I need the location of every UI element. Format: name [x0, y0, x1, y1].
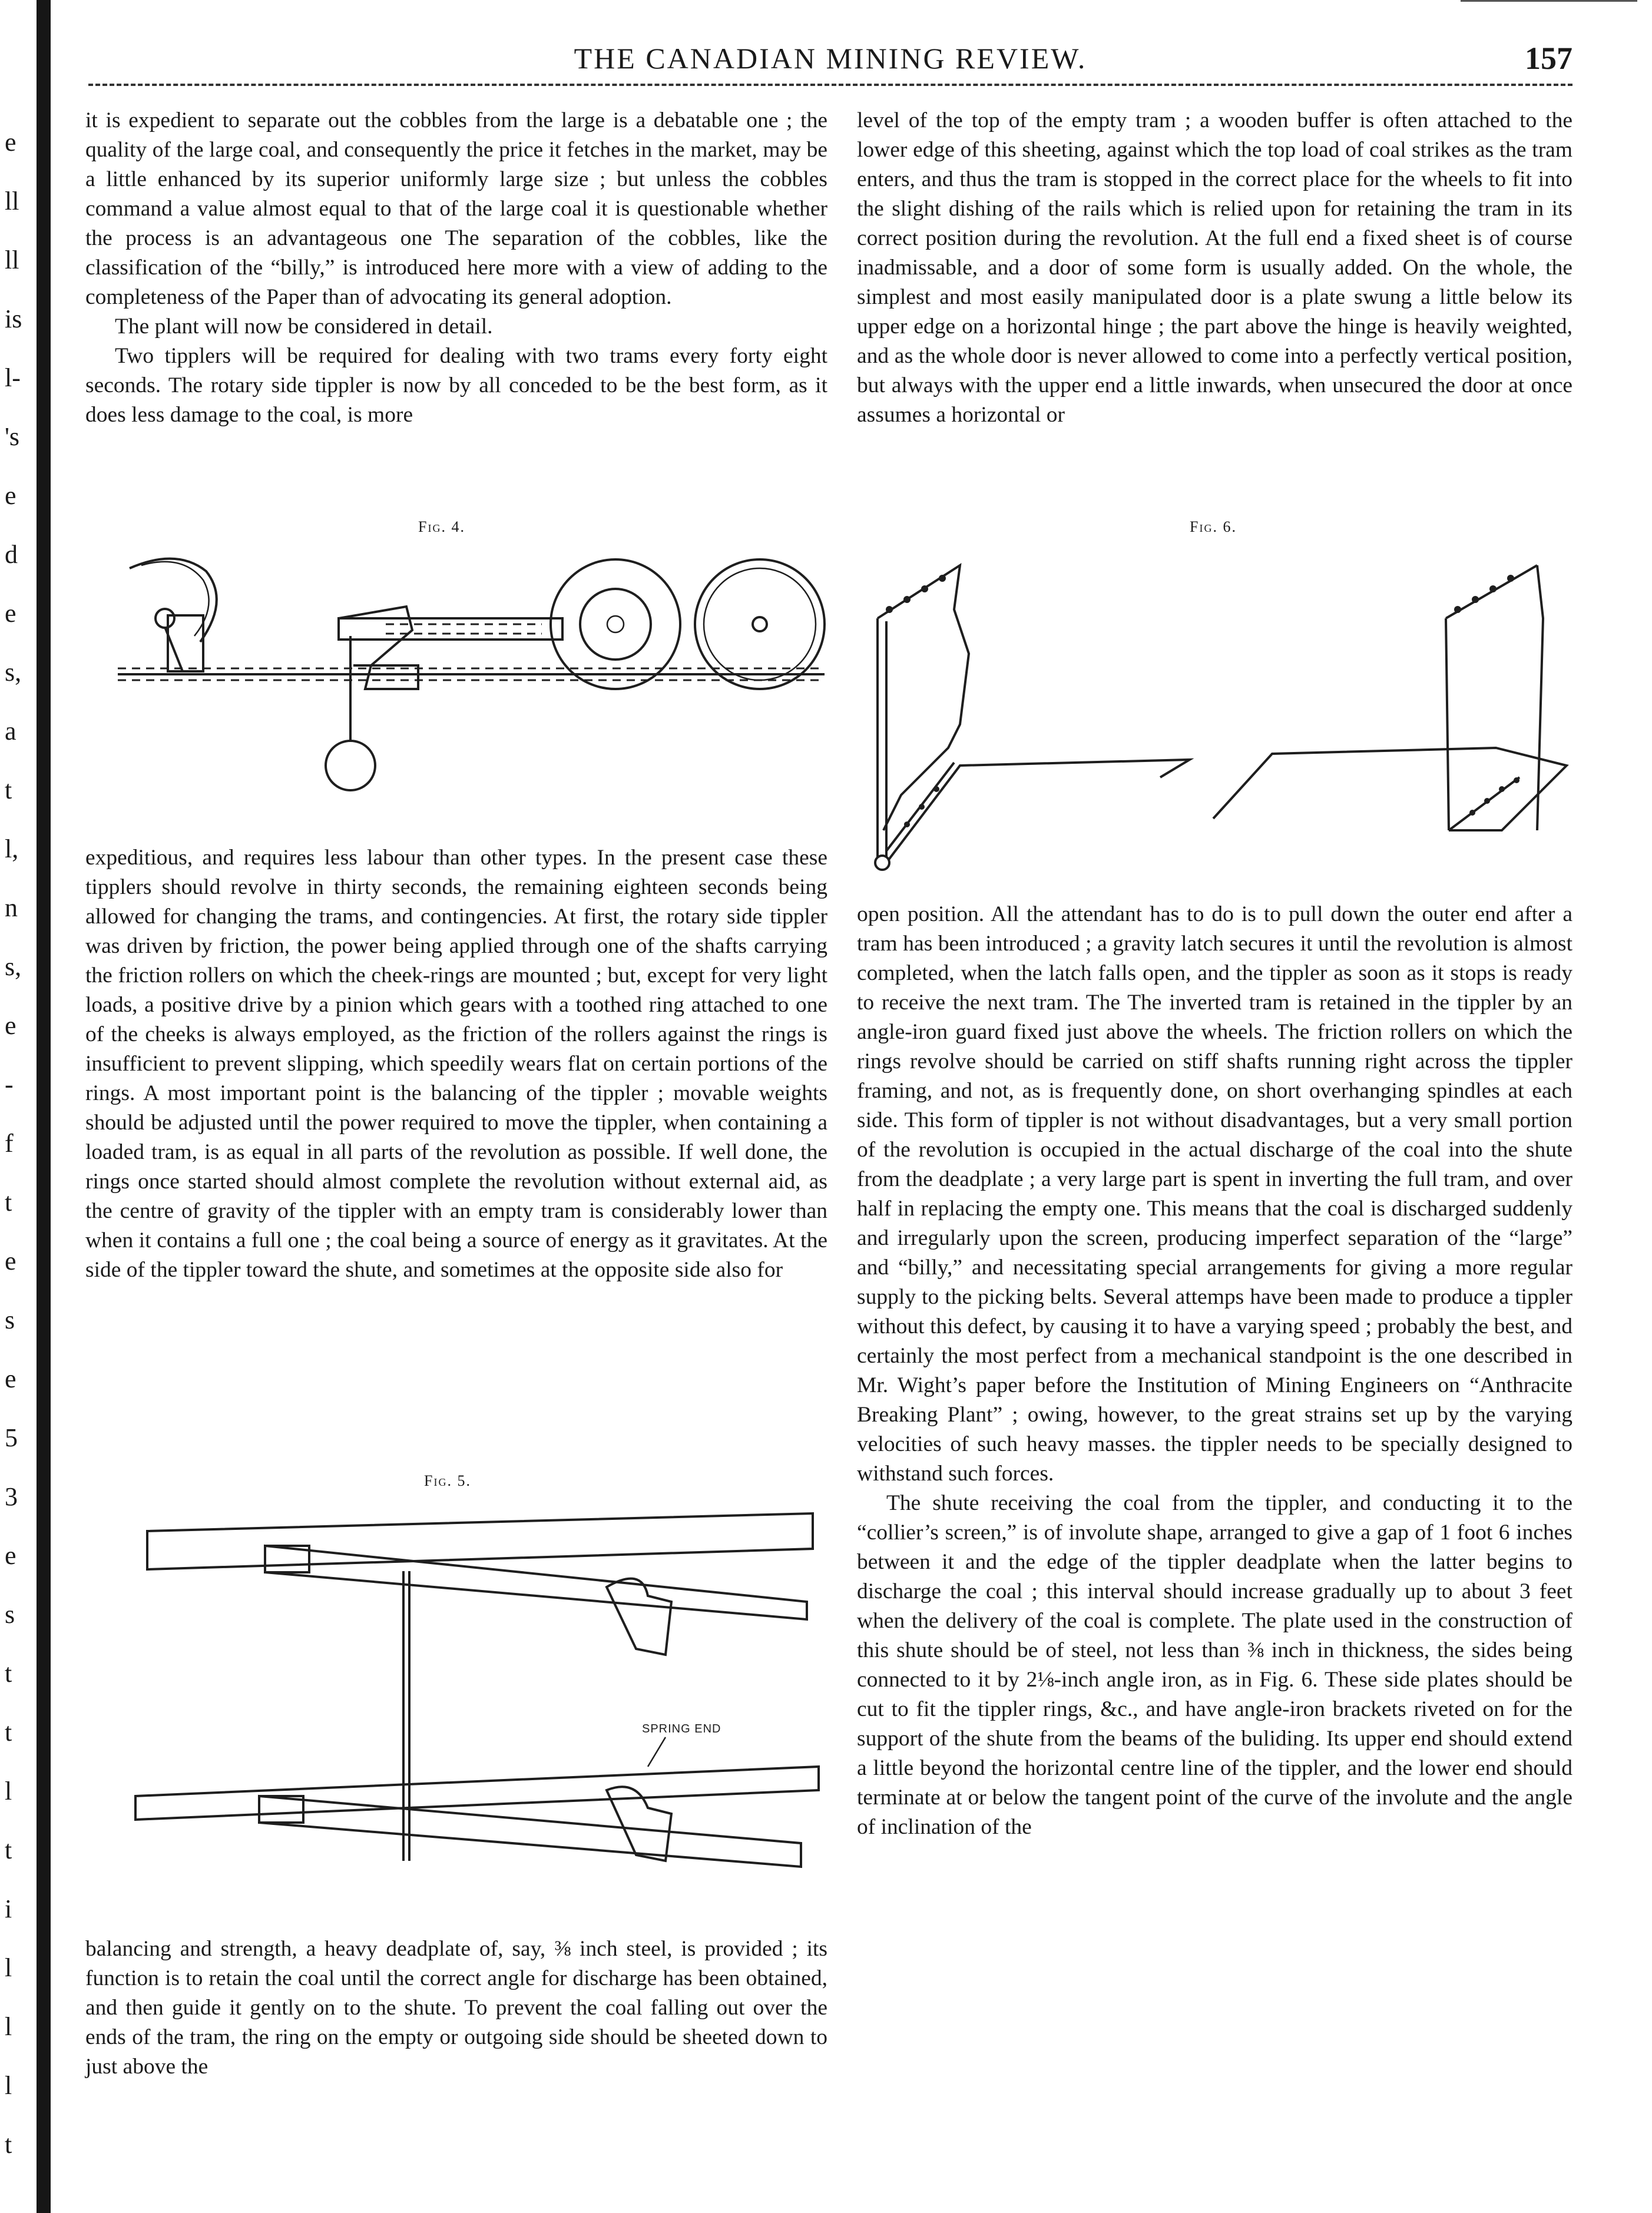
- margin-fragment: s,: [5, 952, 22, 981]
- margin-fragment: e: [5, 481, 16, 510]
- paragraph: The shute receiving the coal from the tippler, and conducting it to the “collier’s screen,” is of involute shape, arranged to give a gap of 1 foot 6 inches between it and the edge of the tippler deadplate when the latter begins to discharge the coal ; this interval should increase gradually up to about 3 feet when the delivery of the coal is complete. The plate used in the construction of this shute should be of steel, not less than ⅜ inch in thickness, the sides being connected to it by 2⅛-inch angle iron, as in Fig. 6. These side plates should be cut to fit the tippler rings, &c., and have angle-iron brackets riveted on for the support of the shute from the beams of the buliding. Its upper end should extend a little beyond the horizontal centre line of the tippler, and the lower end should terminate at or below the tangent point of the curve of the involute and the angle of inclination of the: [857, 1491, 1572, 1839]
- left-column-middle: [85, 843, 827, 1285]
- page-number: 157: [1525, 41, 1572, 76]
- paragraph: balancing and strength, a heavy deadplate of, say, ⅜ inch steel, is provided ; its function is to retain the coal until the correct angle for discharge has been obtained, and then guide it gently on to the shute. To prevent the coal falling out over the ends of the tram, the ring on the empty or outgoing side should be sheeted down to just above the: [85, 1937, 827, 2079]
- margin-fragment: l: [5, 1777, 12, 1805]
- margin-fragment: 5: [5, 1423, 18, 1452]
- top-corner-rule: [1461, 0, 1637, 2]
- margin-fragment: e: [5, 1247, 16, 1276]
- margin-fragment: s: [5, 1600, 15, 1629]
- paragraph: Two tipplers will be required for dealing with two trams every forty eight seconds. The rotary side tippler is now by all conceded to be the best form, as it does less damage to the coal, is more: [85, 344, 827, 427]
- paragraph: expeditious, and requires less labour than other types. In the present case these tipplers should revolve in thirty seconds, the remaining eighteen seconds being allowed for changing the trams, and contingencies. At first, the rotary side tippler was driven by friction, the power being applied through one of the shafts carrying the friction rollers on which the cheek-rings are mounted ; but, except for very light loads, a positive drive by a pinion which gears with a toothed ring attached to one of the cheeks is always employed, as the friction of the rollers against the rings is insufficient to prevent slipping, which speedily wears flat on certain portions of the rings. A most important point is the balancing of the tippler ; movable weights should be adjusted until the power required to move the tippler, when containing a loaded tram, is as equal in all parts of the revolution as possible. If well done, the rings once started should almost complete the revolution without external aid, as the centre of gravity of the tippler with an empty tram is considerably lower than when it contains a full one ; the coal being a source of energy as it gravitates. At the side of the tippler toward the shute, and sometimes at the opposite side also for: [85, 846, 827, 1282]
- left-column-top: [85, 106, 827, 430]
- fig6-caption: Fig. 6.: [1190, 518, 1237, 535]
- margin-fragment: 's: [5, 422, 20, 451]
- fig4-tippler-drawing: [118, 548, 830, 819]
- margin-fragment: i: [5, 1894, 12, 1923]
- margin-fragment: l: [5, 1953, 12, 1982]
- paragraph: it is expedient to separate out the cobbles from the large is a debatable one ; the quality of the large coal, and consequently the price it fetches in the market, may be a little enhanced by its superior uniformly large size ; but unless the cobbles command a value almost equal to that of the large coal it is questionable whether the process is an advantageous one The separation of the cobbles, like the classification of the “billy,” is introduced here more with a view of adding to the completeness of the Paper than of advocating its general adoption.: [85, 108, 827, 309]
- margin-fragment: t: [5, 2130, 12, 2159]
- right-column-bottom: [857, 900, 1572, 1842]
- margin-fragment: t: [5, 1836, 12, 1864]
- margin-fragment: l: [5, 2071, 12, 2100]
- margin-fragment: t: [5, 776, 12, 804]
- margin-fragment: l-: [5, 363, 21, 392]
- margin-fragment: e: [5, 1541, 16, 1570]
- margin-fragment: -: [5, 1070, 14, 1099]
- margin-fragment: a: [5, 717, 16, 746]
- header-rule: [88, 84, 1572, 86]
- margin-fragment: l,: [5, 834, 19, 863]
- margin-fragment: 3: [5, 1482, 18, 1511]
- margin-fragment: ll: [5, 187, 19, 216]
- journal-title: THE CANADIAN MINING REVIEW.: [574, 42, 1087, 75]
- margin-fragment: n: [5, 893, 18, 922]
- margin-fragments: [0, 0, 35, 2213]
- margin-fragment: t: [5, 1659, 12, 1688]
- margin-fragment: e: [5, 128, 16, 157]
- fig6-shute-drawing: [860, 554, 1572, 883]
- margin-fragment: s,: [5, 658, 22, 687]
- paragraph: The plant will now be considered in detail.: [115, 314, 493, 339]
- right-column-top: [857, 106, 1572, 430]
- margin-fragment: ll: [5, 246, 19, 274]
- fig5-spring-drawing: [124, 1513, 830, 1914]
- paragraph: open position. All the attendant has to do is to pull down the outer end after a tram has been introduced ; a gravity latch secures it until the revolution is almost completed, when the latch falls open, and the tippler as soon as it stops is ready to receive the next tram. The The inverted tram is retained in the tippler by an angle-iron guard fixed just above the wheels. The friction rollers on which the rings revolve should be carried on stiff shafts running right across the tippler framing, and not, as is frequently done, on short overhanging spindles at each side. This form of tippler is not without disadvantages, but a very small portion of the revolution is occupied in the actual discharge of the coal into the shute from the deadplate ; a very large part is spent in inverting the full tram, and over half in replacing the empty one. This means that the coal is discharged suddenly and irregularly upon the screen, producing imperfect separation of the “large” and “billy,” and necessitating special arrangements for giving a more regular supply to the picking belts. Several attemps have been made to produce a tippler without this defect, by causing it to have a varying speed ; probably the best, and certainly the most perfect from a mechanical standpoint is the one described in Mr. Wight’s paper before the Institution of Mining Engineers on “Anthracite Breaking Plant” ; owing, however, to the great strains set up by the varying velocities of such heavy masses. the tippler needs to be specially designed to withstand such forces.: [857, 902, 1572, 1486]
- margin-fragment: is: [5, 304, 22, 333]
- margin-fragment: s: [5, 1306, 15, 1334]
- margin-fragment: t: [5, 1188, 12, 1217]
- margin-fragment: t: [5, 1718, 12, 1747]
- page-header: [88, 35, 1572, 82]
- fig4-caption: Fig. 4.: [418, 518, 465, 535]
- binding-edge: [37, 0, 51, 2213]
- margin-fragment: e: [5, 599, 16, 628]
- margin-fragment: e: [5, 1364, 16, 1393]
- left-column-bottom: [85, 1934, 827, 2082]
- margin-fragment: d: [5, 540, 18, 569]
- paragraph: level of the top of the empty tram ; a wooden buffer is often attached to the lower edge of this sheeting, against which the top load of coal strikes as the tram enters, and thus the tram is stopped in the correct place for the wheels to fit into the slight dishing of the rails which is relied upon for retaining the tram in its correct position during the revolution. At the full end a fixed sheet is of course inadmissable, and a door of some form is usually added. On the whole, the simplest and most easily manipulated door is a plate swung a little below its upper edge on a horizontal hinge ; the part above the hinge is heavily weighted, and as the whole door is never allowed to come into a perfectly vertical position, but always with the upper end a little inwards, when unsecured the door at once assumes a horizontal or: [857, 108, 1572, 427]
- margin-fragment: e: [5, 1011, 16, 1040]
- fig5-spring-label: SPRING END: [642, 1722, 721, 1735]
- margin-fragment: f: [5, 1129, 14, 1158]
- margin-fragment: l: [5, 2012, 12, 2041]
- fig5-caption: Fig. 5.: [424, 1472, 471, 1489]
